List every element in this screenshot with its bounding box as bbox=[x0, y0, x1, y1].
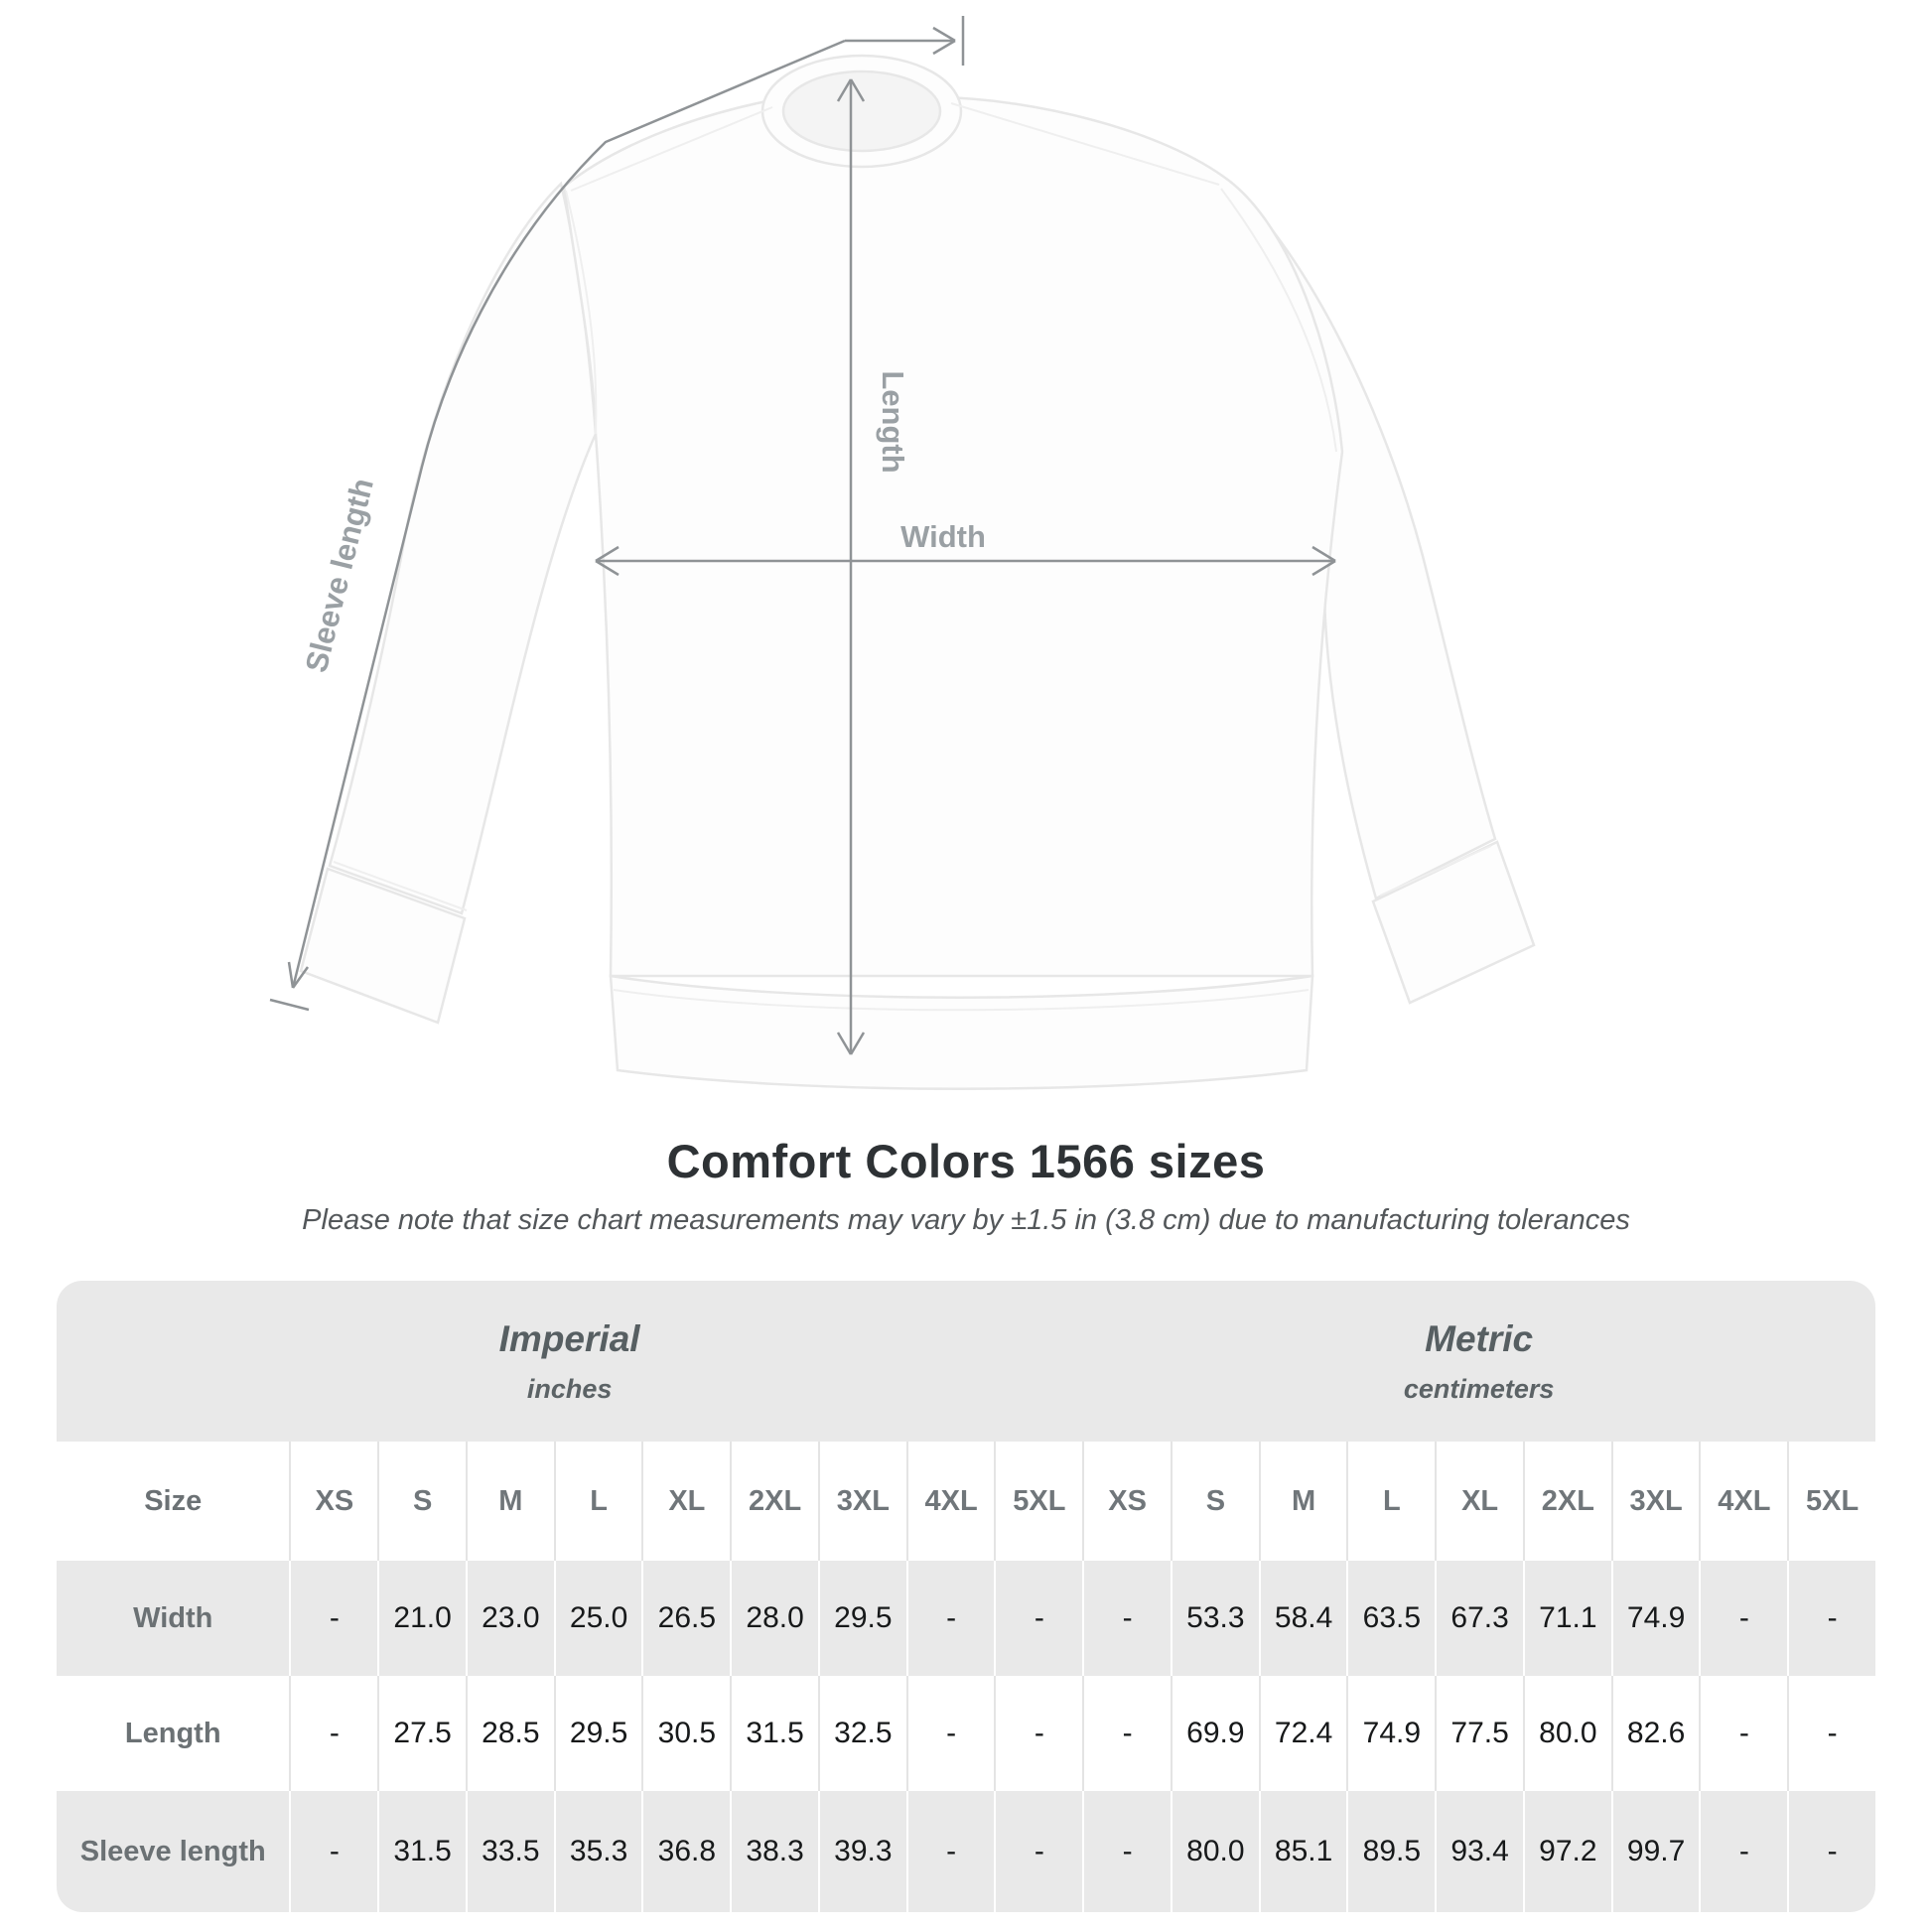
width-imperial-m: 23.0 bbox=[466, 1561, 554, 1676]
length-imperial-m: 28.5 bbox=[466, 1676, 554, 1791]
sleeve-imperial-xs: - bbox=[289, 1791, 377, 1912]
row-label-sleeve-length: Sleeve length bbox=[57, 1791, 289, 1912]
sleeve-imperial-2xl: 38.3 bbox=[730, 1791, 818, 1912]
size-chart-table-container bbox=[57, 1281, 1875, 1912]
length-imperial-l: 29.5 bbox=[554, 1676, 642, 1791]
width-imperial-5xl: - bbox=[994, 1561, 1082, 1676]
length-metric-4xl: - bbox=[1699, 1676, 1787, 1791]
width-metric-m: 58.4 bbox=[1259, 1561, 1347, 1676]
imperial-unit-label: inches bbox=[526, 1373, 613, 1404]
sleeve-imperial-3xl: 39.3 bbox=[818, 1791, 906, 1912]
length-imperial-2xl: 31.5 bbox=[730, 1676, 818, 1791]
length-metric-l: 74.9 bbox=[1346, 1676, 1435, 1791]
size-header-row bbox=[57, 1442, 1875, 1561]
size-column-header: Size bbox=[57, 1442, 289, 1561]
length-imperial-5xl: - bbox=[994, 1676, 1082, 1791]
imperial-size-xs: XS bbox=[289, 1442, 377, 1561]
width-metric-4xl: - bbox=[1699, 1561, 1787, 1676]
sleeve-metric-xs: - bbox=[1082, 1791, 1171, 1912]
metric-size-xl: XL bbox=[1435, 1442, 1523, 1561]
metric-size-5xl: 5XL bbox=[1787, 1442, 1875, 1561]
width-metric-5xl: - bbox=[1787, 1561, 1875, 1676]
unit-band-row bbox=[57, 1281, 1875, 1442]
sleeve-metric-4xl: - bbox=[1699, 1791, 1787, 1912]
width-metric-3xl: 74.9 bbox=[1611, 1561, 1700, 1676]
length-metric-xl: 77.5 bbox=[1435, 1676, 1523, 1791]
size-chart-table bbox=[57, 1281, 1875, 1912]
width-imperial-4xl: - bbox=[906, 1561, 995, 1676]
waistband bbox=[611, 976, 1312, 1089]
width-metric-s: 53.3 bbox=[1171, 1561, 1259, 1676]
length-row bbox=[57, 1676, 1875, 1791]
sleeve-metric-xl: 93.4 bbox=[1435, 1791, 1523, 1912]
length-imperial-xl: 30.5 bbox=[641, 1676, 730, 1791]
length-imperial-xs: - bbox=[289, 1676, 377, 1791]
sleeve-length-bottom-tick bbox=[270, 1000, 309, 1010]
sleeve-metric-2xl: 97.2 bbox=[1523, 1791, 1611, 1912]
metric-size-4xl: 4XL bbox=[1699, 1442, 1787, 1561]
width-imperial-2xl: 28.0 bbox=[730, 1561, 818, 1676]
imperial-label: Imperial bbox=[498, 1317, 640, 1359]
imperial-size-m: M bbox=[466, 1442, 554, 1561]
width-metric-xs: - bbox=[1082, 1561, 1171, 1676]
sleeve-imperial-5xl: - bbox=[994, 1791, 1082, 1912]
width-metric-l: 63.5 bbox=[1346, 1561, 1435, 1676]
sleeve-imperial-m: 33.5 bbox=[466, 1791, 554, 1912]
width-row bbox=[57, 1561, 1875, 1676]
length-metric-3xl: 82.6 bbox=[1611, 1676, 1700, 1791]
metric-size-l: L bbox=[1346, 1442, 1435, 1561]
width-imperial-s: 21.0 bbox=[377, 1561, 466, 1676]
width-imperial-xs: - bbox=[289, 1561, 377, 1676]
metric-section-header bbox=[1082, 1281, 1875, 1442]
imperial-size-5xl: 5XL bbox=[994, 1442, 1082, 1561]
metric-size-xs: XS bbox=[1082, 1442, 1171, 1561]
width-metric-2xl: 71.1 bbox=[1523, 1561, 1611, 1676]
imperial-size-l: L bbox=[554, 1442, 642, 1561]
tolerance-note: Please note that size chart measurements may vary by ±1.5 in (3.8 cm) due to manufacturing tolerances bbox=[302, 1204, 1630, 1236]
length-metric-2xl: 80.0 bbox=[1523, 1676, 1611, 1791]
sweatshirt-illustration bbox=[298, 56, 1534, 1089]
width-imperial-3xl: 29.5 bbox=[818, 1561, 906, 1676]
sleeve-metric-5xl: - bbox=[1787, 1791, 1875, 1912]
width-metric-xl: 67.3 bbox=[1435, 1561, 1523, 1676]
length-imperial-s: 27.5 bbox=[377, 1676, 466, 1791]
imperial-size-3xl: 3XL bbox=[818, 1442, 906, 1561]
length-metric-s: 69.9 bbox=[1171, 1676, 1259, 1791]
length-imperial-3xl: 32.5 bbox=[818, 1676, 906, 1791]
sleeve-imperial-4xl: - bbox=[906, 1791, 995, 1912]
length-imperial-4xl: - bbox=[906, 1676, 995, 1791]
metric-size-3xl: 3XL bbox=[1611, 1442, 1700, 1561]
metric-size-s: S bbox=[1171, 1442, 1259, 1561]
length-metric-m: 72.4 bbox=[1259, 1676, 1347, 1791]
sleeve-imperial-l: 35.3 bbox=[554, 1791, 642, 1912]
width-dimension-label: Width bbox=[900, 519, 986, 554]
sleeve-metric-l: 89.5 bbox=[1346, 1791, 1435, 1912]
imperial-size-4xl: 4XL bbox=[906, 1442, 995, 1561]
sleeve-length-row bbox=[57, 1791, 1875, 1912]
collar-inner bbox=[783, 71, 940, 151]
imperial-size-2xl: 2XL bbox=[730, 1442, 818, 1561]
row-label-width: Width bbox=[57, 1561, 289, 1676]
row-label-length: Length bbox=[57, 1676, 289, 1791]
page-title: Comfort Colors 1566 sizes bbox=[666, 1135, 1266, 1187]
width-imperial-xl: 26.5 bbox=[641, 1561, 730, 1676]
sleeve-metric-m: 85.1 bbox=[1259, 1791, 1347, 1912]
imperial-size-s: S bbox=[377, 1442, 466, 1561]
sleeve-metric-s: 80.0 bbox=[1171, 1791, 1259, 1912]
length-metric-5xl: - bbox=[1787, 1676, 1875, 1791]
length-dimension-label: Length bbox=[876, 370, 910, 474]
left-sleeve bbox=[330, 184, 596, 913]
metric-size-m: M bbox=[1259, 1442, 1347, 1561]
sleeve-imperial-xl: 36.8 bbox=[641, 1791, 730, 1912]
width-imperial-l: 25.0 bbox=[554, 1561, 642, 1676]
sleeve-length-dimension-label: Sleeve length bbox=[298, 475, 380, 676]
metric-size-2xl: 2XL bbox=[1523, 1442, 1611, 1561]
metric-label: Metric bbox=[1425, 1317, 1534, 1359]
imperial-section-header bbox=[57, 1281, 1082, 1442]
sleeve-metric-3xl: 99.7 bbox=[1611, 1791, 1700, 1912]
sleeve-imperial-s: 31.5 bbox=[377, 1791, 466, 1912]
length-metric-xs: - bbox=[1082, 1676, 1171, 1791]
imperial-size-xl: XL bbox=[641, 1442, 730, 1561]
metric-unit-label: centimeters bbox=[1403, 1373, 1555, 1404]
